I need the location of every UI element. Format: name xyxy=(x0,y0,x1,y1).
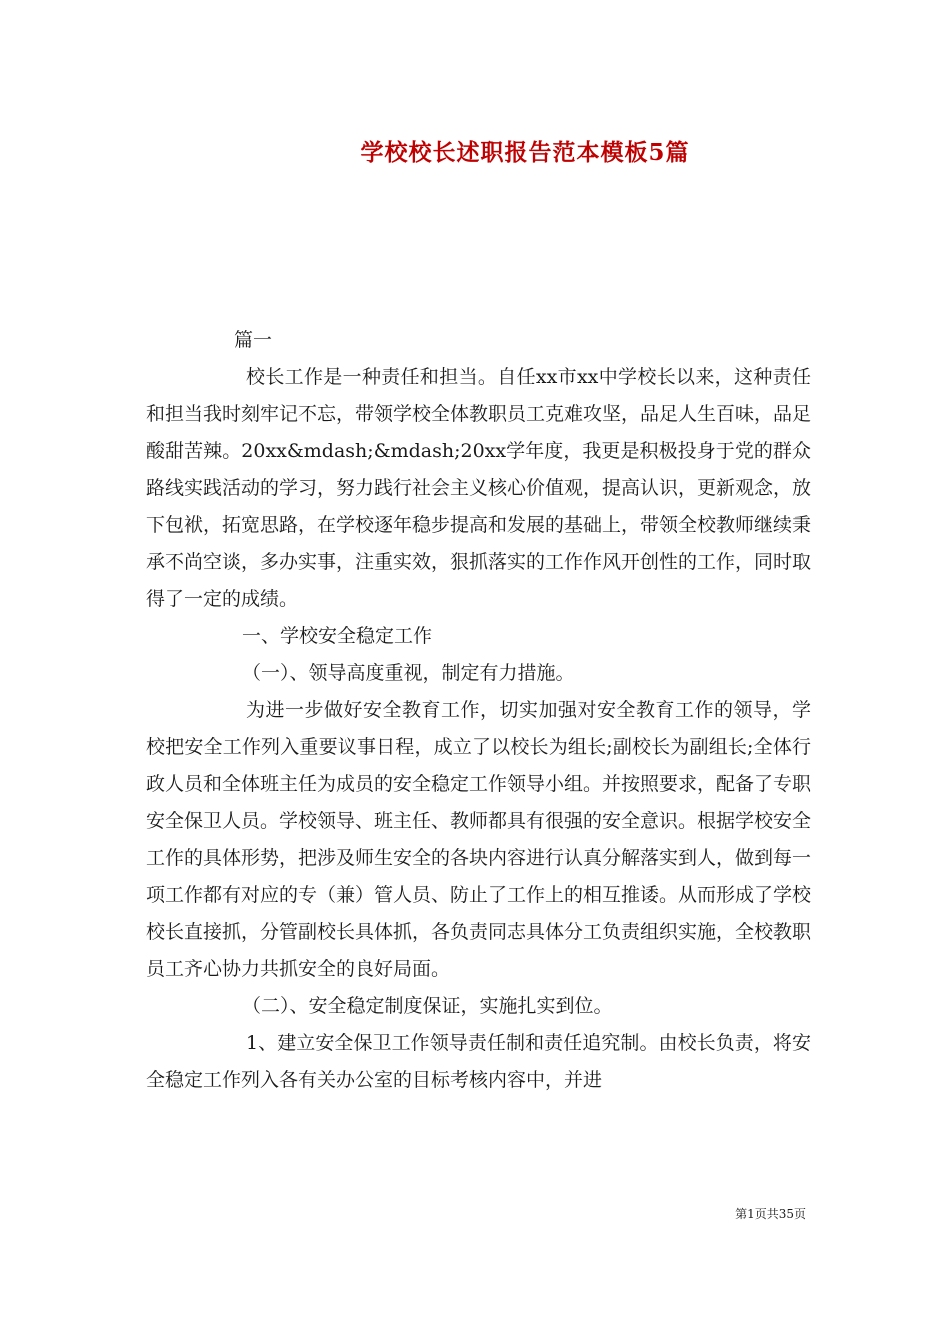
document-body xyxy=(146,322,811,1099)
subheading-system: （二）、安全稳定制度保证，实施扎实到位。 xyxy=(242,995,613,1017)
section-heading-safety: 一、学校安全稳定工作 xyxy=(242,625,433,647)
paragraph-leadership: 为进一步做好安全教育工作，切实加强对安全教育工作的领导，学校把安全工作列入重要议事日程，成立了以校长为组长;副校长为副组长;全体行政人员和全体班主任为成员的安全稳定工作领导小组。并按照要求，配备了专职安全保卫人员。学校领导、班主任、教师都具有很强的安全意识。根据学校安全工作的具体形势，把涉及师生安全的各块内容进行认真分解落实到人，做到每一项工作都有对应的专（兼）管人员、防止了工作上的相互推诿。从而形成了学校校长直接抓，分管副校长具体抓，各负责同志具体分工负责组织实施，全校教职员工齐心协力共抓安全的良好局面。 xyxy=(146,699,812,980)
paragraph-responsibility: 1、建立安全保卫工作领导责任制和责任追究制。由校长负责，将安全稳定工作列入各有关办公室的目标考核内容中，并进 xyxy=(146,1032,811,1091)
intro-paragraph: 校长工作是一种责任和担当。自任xx市xx中学校长以来，这种责任和担当我时刻牢记不忘，带领学校全体教职员工克难攻坚，品足人生百味，品足酸甜苦辣。20xx&mdash;&mdash;20xx学年度，我更是积极投身于党的群众路线实践活动的学习，努力践行社会主义核心价值观，提高认识，更新观念，放下包袱，拓宽思路，在学校逐年稳步提高和发展的基础上，带领全校教师继续秉承不尚空谈，多办实事，注重实效，狠抓落实的工作作风开创性的工作，同时取得了一定的成绩。 xyxy=(146,366,812,610)
section-label: 篇一 xyxy=(234,329,273,351)
page-number-footer: 第1页共35页 xyxy=(735,1207,806,1221)
subheading-leadership: （一）、领导高度重视，制定有力措施。 xyxy=(242,662,575,684)
document-title: 学校校长述职报告范本模板5篇 xyxy=(360,139,690,166)
